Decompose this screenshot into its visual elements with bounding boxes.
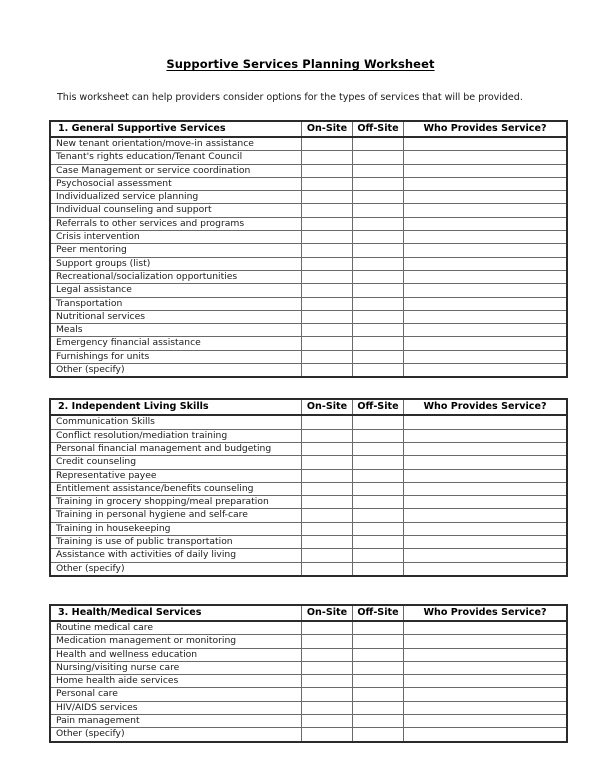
service-name-cell: Legal assistance bbox=[50, 284, 302, 297]
provider-checkbox-cell[interactable] bbox=[404, 297, 568, 310]
service-name-cell: Personal care bbox=[50, 688, 302, 701]
on-site-checkbox-cell[interactable] bbox=[302, 675, 353, 688]
provider-checkbox-cell[interactable] bbox=[404, 701, 568, 714]
on-site-checkbox-cell[interactable] bbox=[302, 191, 353, 204]
service-name-cell: Tenant's rights education/Tenant Council bbox=[50, 151, 302, 164]
provider-checkbox-cell[interactable] bbox=[404, 164, 568, 177]
on-site-checkbox-cell[interactable] bbox=[302, 324, 353, 337]
service-name-cell: Transportation bbox=[50, 297, 302, 310]
table-row bbox=[50, 244, 567, 257]
off-site-checkbox-cell[interactable] bbox=[353, 714, 404, 727]
on-site-checkbox-cell[interactable] bbox=[302, 204, 353, 217]
table-row bbox=[50, 482, 567, 495]
table-body-general bbox=[50, 137, 567, 377]
off-site-checkbox-cell[interactable] bbox=[353, 701, 404, 714]
on-site-checkbox-cell[interactable] bbox=[302, 661, 353, 674]
on-site-checkbox-cell[interactable] bbox=[302, 415, 353, 429]
services-table-independent-living bbox=[49, 398, 568, 577]
off-site-checkbox-cell[interactable] bbox=[353, 648, 404, 661]
off-site-checkbox-cell[interactable] bbox=[353, 244, 404, 257]
on-site-checkbox-cell[interactable] bbox=[302, 151, 353, 164]
provider-checkbox-cell[interactable] bbox=[404, 621, 568, 635]
off-site-checkbox-cell[interactable] bbox=[353, 204, 404, 217]
off-site-checkbox-cell[interactable] bbox=[353, 350, 404, 363]
off-site-checkbox-cell[interactable] bbox=[353, 137, 404, 151]
on-site-checkbox-cell[interactable] bbox=[302, 257, 353, 270]
off-site-checkbox-cell[interactable] bbox=[353, 217, 404, 230]
off-site-checkbox-cell[interactable] bbox=[353, 661, 404, 674]
service-name-cell: Training in housekeeping bbox=[50, 522, 302, 535]
on-site-checkbox-cell[interactable] bbox=[302, 231, 353, 244]
service-name-cell: Individual counseling and support bbox=[50, 204, 302, 217]
column-header-off-site: Off-Site bbox=[353, 399, 404, 415]
table-header-row bbox=[50, 121, 567, 137]
table-row bbox=[50, 549, 567, 562]
table-header-row bbox=[50, 605, 567, 621]
off-site-checkbox-cell[interactable] bbox=[353, 270, 404, 283]
on-site-checkbox-cell[interactable] bbox=[302, 522, 353, 535]
provider-checkbox-cell[interactable] bbox=[404, 522, 568, 535]
service-name-cell: Credit counseling bbox=[50, 456, 302, 469]
service-name-cell: Routine medical care bbox=[50, 621, 302, 635]
service-name-cell: Support groups (list) bbox=[50, 257, 302, 270]
on-site-checkbox-cell[interactable] bbox=[302, 701, 353, 714]
provider-checkbox-cell[interactable] bbox=[404, 675, 568, 688]
on-site-checkbox-cell[interactable] bbox=[302, 217, 353, 230]
table-row bbox=[50, 661, 567, 674]
table-row bbox=[50, 536, 567, 549]
column-header-on-site: On-Site bbox=[302, 605, 353, 621]
off-site-checkbox-cell[interactable] bbox=[353, 562, 404, 576]
table-row bbox=[50, 688, 567, 701]
provider-checkbox-cell[interactable] bbox=[404, 270, 568, 283]
on-site-checkbox-cell[interactable] bbox=[302, 469, 353, 482]
provider-checkbox-cell[interactable] bbox=[404, 456, 568, 469]
provider-checkbox-cell[interactable] bbox=[404, 509, 568, 522]
provider-checkbox-cell[interactable] bbox=[404, 661, 568, 674]
on-site-checkbox-cell[interactable] bbox=[302, 714, 353, 727]
off-site-checkbox-cell[interactable] bbox=[353, 549, 404, 562]
table-row bbox=[50, 284, 567, 297]
off-site-checkbox-cell[interactable] bbox=[353, 415, 404, 429]
table-row bbox=[50, 297, 567, 310]
on-site-checkbox-cell[interactable] bbox=[302, 509, 353, 522]
column-header-off-site: Off-Site bbox=[353, 121, 404, 137]
section-heading: 1. General Supportive Services bbox=[50, 121, 302, 137]
off-site-checkbox-cell[interactable] bbox=[353, 177, 404, 190]
on-site-checkbox-cell[interactable] bbox=[302, 688, 353, 701]
off-site-checkbox-cell[interactable] bbox=[353, 231, 404, 244]
table-row bbox=[50, 217, 567, 230]
provider-checkbox-cell[interactable] bbox=[404, 536, 568, 549]
table-row bbox=[50, 562, 567, 576]
on-site-checkbox-cell[interactable] bbox=[302, 177, 353, 190]
provider-checkbox-cell[interactable] bbox=[404, 549, 568, 562]
on-site-checkbox-cell[interactable] bbox=[302, 137, 353, 151]
service-name-cell: Pain management bbox=[50, 714, 302, 727]
off-site-checkbox-cell[interactable] bbox=[353, 284, 404, 297]
service-name-cell: Case Management or service coordination bbox=[50, 164, 302, 177]
provider-checkbox-cell[interactable] bbox=[404, 284, 568, 297]
on-site-checkbox-cell[interactable] bbox=[302, 350, 353, 363]
provider-checkbox-cell[interactable] bbox=[404, 337, 568, 350]
service-name-cell: Training in grocery shopping/meal preparation bbox=[50, 496, 302, 509]
table-row bbox=[50, 635, 567, 648]
service-name-cell: Entitlement assistance/benefits counseling bbox=[50, 482, 302, 495]
off-site-checkbox-cell[interactable] bbox=[353, 522, 404, 535]
table-row bbox=[50, 522, 567, 535]
service-name-cell: Assistance with activities of daily living bbox=[50, 549, 302, 562]
service-name-cell: Representative payee bbox=[50, 469, 302, 482]
table-row bbox=[50, 191, 567, 204]
off-site-checkbox-cell[interactable] bbox=[353, 635, 404, 648]
on-site-checkbox-cell[interactable] bbox=[302, 429, 353, 442]
service-name-cell: Conflict resolution/mediation training bbox=[50, 429, 302, 442]
service-name-cell: Home health aide services bbox=[50, 675, 302, 688]
on-site-checkbox-cell[interactable] bbox=[302, 536, 353, 549]
section-heading: 3. Health/Medical Services bbox=[50, 605, 302, 621]
off-site-checkbox-cell[interactable] bbox=[353, 621, 404, 635]
off-site-checkbox-cell[interactable] bbox=[353, 688, 404, 701]
service-name-cell: Peer mentoring bbox=[50, 244, 302, 257]
on-site-checkbox-cell[interactable] bbox=[302, 496, 353, 509]
provider-checkbox-cell[interactable] bbox=[404, 688, 568, 701]
table-row bbox=[50, 429, 567, 442]
service-name-cell: Psychosocial assessment bbox=[50, 177, 302, 190]
service-name-cell: Furnishings for units bbox=[50, 350, 302, 363]
provider-checkbox-cell[interactable] bbox=[404, 217, 568, 230]
table-row bbox=[50, 231, 567, 244]
provider-checkbox-cell[interactable] bbox=[404, 231, 568, 244]
provider-checkbox-cell[interactable] bbox=[404, 728, 568, 742]
off-site-checkbox-cell[interactable] bbox=[353, 496, 404, 509]
off-site-checkbox-cell[interactable] bbox=[353, 164, 404, 177]
service-name-cell: Other (specify) bbox=[50, 364, 302, 378]
table-row bbox=[50, 728, 567, 742]
service-name-cell: Individualized service planning bbox=[50, 191, 302, 204]
table-row bbox=[50, 469, 567, 482]
off-site-checkbox-cell[interactable] bbox=[353, 310, 404, 323]
table-row bbox=[50, 337, 567, 350]
on-site-checkbox-cell[interactable] bbox=[302, 728, 353, 742]
on-site-checkbox-cell[interactable] bbox=[302, 562, 353, 576]
provider-checkbox-cell[interactable] bbox=[404, 648, 568, 661]
table-row bbox=[50, 496, 567, 509]
on-site-checkbox-cell[interactable] bbox=[302, 270, 353, 283]
table-row bbox=[50, 442, 567, 455]
column-header-provider: Who Provides Service? bbox=[404, 605, 568, 621]
column-header-on-site: On-Site bbox=[302, 399, 353, 415]
service-name-cell: Crisis intervention bbox=[50, 231, 302, 244]
service-name-cell: New tenant orientation/move-in assistance bbox=[50, 137, 302, 151]
table-row bbox=[50, 270, 567, 283]
service-name-cell: Nursing/visiting nurse care bbox=[50, 661, 302, 674]
service-name-cell: Emergency financial assistance bbox=[50, 337, 302, 350]
provider-checkbox-cell[interactable] bbox=[404, 151, 568, 164]
table-row bbox=[50, 509, 567, 522]
on-site-checkbox-cell[interactable] bbox=[302, 284, 353, 297]
on-site-checkbox-cell[interactable] bbox=[302, 297, 353, 310]
provider-checkbox-cell[interactable] bbox=[404, 350, 568, 363]
provider-checkbox-cell[interactable] bbox=[404, 496, 568, 509]
service-name-cell: Other (specify) bbox=[50, 562, 302, 576]
section-heading: 2. Independent Living Skills bbox=[50, 399, 302, 415]
provider-checkbox-cell[interactable] bbox=[404, 310, 568, 323]
service-name-cell: Referrals to other services and programs bbox=[50, 217, 302, 230]
service-name-cell: Meals bbox=[50, 324, 302, 337]
provider-checkbox-cell[interactable] bbox=[404, 714, 568, 727]
column-header-provider: Who Provides Service? bbox=[404, 121, 568, 137]
table-row bbox=[50, 310, 567, 323]
provider-checkbox-cell[interactable] bbox=[404, 244, 568, 257]
on-site-checkbox-cell[interactable] bbox=[302, 337, 353, 350]
service-name-cell: Nutritional services bbox=[50, 310, 302, 323]
service-name-cell: Training in personal hygiene and self-care bbox=[50, 509, 302, 522]
off-site-checkbox-cell[interactable] bbox=[353, 337, 404, 350]
service-name-cell: Medication management or monitoring bbox=[50, 635, 302, 648]
service-name-cell: Communication Skills bbox=[50, 415, 302, 429]
provider-checkbox-cell[interactable] bbox=[404, 562, 568, 576]
provider-checkbox-cell[interactable] bbox=[404, 324, 568, 337]
off-site-checkbox-cell[interactable] bbox=[353, 482, 404, 495]
on-site-checkbox-cell[interactable] bbox=[302, 364, 353, 378]
table-row bbox=[50, 204, 567, 217]
service-name-cell: Personal financial management and budgeting bbox=[50, 442, 302, 455]
on-site-checkbox-cell[interactable] bbox=[302, 621, 353, 635]
table-row bbox=[50, 324, 567, 337]
service-name-cell: Recreational/socialization opportunities bbox=[50, 270, 302, 283]
off-site-checkbox-cell[interactable] bbox=[353, 675, 404, 688]
on-site-checkbox-cell[interactable] bbox=[302, 635, 353, 648]
provider-checkbox-cell[interactable] bbox=[404, 204, 568, 217]
table-row bbox=[50, 364, 567, 378]
off-site-checkbox-cell[interactable] bbox=[353, 364, 404, 378]
provider-checkbox-cell[interactable] bbox=[404, 137, 568, 151]
table-row bbox=[50, 621, 567, 635]
provider-checkbox-cell[interactable] bbox=[404, 415, 568, 429]
off-site-checkbox-cell[interactable] bbox=[353, 728, 404, 742]
service-name-cell: Training is use of public transportation bbox=[50, 536, 302, 549]
off-site-checkbox-cell[interactable] bbox=[353, 456, 404, 469]
provider-checkbox-cell[interactable] bbox=[404, 442, 568, 455]
off-site-checkbox-cell[interactable] bbox=[353, 509, 404, 522]
off-site-checkbox-cell[interactable] bbox=[353, 191, 404, 204]
table-body-independent-living bbox=[50, 415, 567, 576]
table-row bbox=[50, 675, 567, 688]
table-row bbox=[50, 137, 567, 151]
off-site-checkbox-cell[interactable] bbox=[353, 151, 404, 164]
page-title: Supportive Services Planning Worksheet bbox=[166, 57, 435, 71]
off-site-checkbox-cell[interactable] bbox=[353, 297, 404, 310]
table-body-health-medical bbox=[50, 621, 567, 742]
table-row bbox=[50, 648, 567, 661]
provider-checkbox-cell[interactable] bbox=[404, 635, 568, 648]
table-row bbox=[50, 151, 567, 164]
table-row bbox=[50, 415, 567, 429]
service-name-cell: HIV/AIDS services bbox=[50, 701, 302, 714]
on-site-checkbox-cell[interactable] bbox=[302, 164, 353, 177]
off-site-checkbox-cell[interactable] bbox=[353, 429, 404, 442]
on-site-checkbox-cell[interactable] bbox=[302, 442, 353, 455]
table-row bbox=[50, 714, 567, 727]
on-site-checkbox-cell[interactable] bbox=[302, 244, 353, 257]
off-site-checkbox-cell[interactable] bbox=[353, 257, 404, 270]
off-site-checkbox-cell[interactable] bbox=[353, 324, 404, 337]
off-site-checkbox-cell[interactable] bbox=[353, 536, 404, 549]
on-site-checkbox-cell[interactable] bbox=[302, 310, 353, 323]
provider-checkbox-cell[interactable] bbox=[404, 257, 568, 270]
service-name-cell: Other (specify) bbox=[50, 728, 302, 742]
column-header-off-site: Off-Site bbox=[353, 605, 404, 621]
table-row bbox=[50, 701, 567, 714]
on-site-checkbox-cell[interactable] bbox=[302, 482, 353, 495]
provider-checkbox-cell[interactable] bbox=[404, 429, 568, 442]
service-name-cell: Health and wellness education bbox=[50, 648, 302, 661]
column-header-provider: Who Provides Service? bbox=[404, 399, 568, 415]
off-site-checkbox-cell[interactable] bbox=[353, 469, 404, 482]
intro-paragraph: This worksheet can help providers consider options for the types of services that will be provided. bbox=[57, 92, 523, 103]
table-row bbox=[50, 177, 567, 190]
table-row bbox=[50, 350, 567, 363]
on-site-checkbox-cell[interactable] bbox=[302, 648, 353, 661]
services-table-health-medical bbox=[49, 604, 568, 743]
provider-checkbox-cell[interactable] bbox=[404, 191, 568, 204]
services-table-general bbox=[49, 120, 568, 378]
provider-checkbox-cell[interactable] bbox=[404, 469, 568, 482]
column-header-on-site: On-Site bbox=[302, 121, 353, 137]
table-row bbox=[50, 164, 567, 177]
on-site-checkbox-cell[interactable] bbox=[302, 549, 353, 562]
on-site-checkbox-cell[interactable] bbox=[302, 456, 353, 469]
off-site-checkbox-cell[interactable] bbox=[353, 442, 404, 455]
table-header-row bbox=[50, 399, 567, 415]
provider-checkbox-cell[interactable] bbox=[404, 482, 568, 495]
provider-checkbox-cell[interactable] bbox=[404, 364, 568, 378]
table-row bbox=[50, 456, 567, 469]
provider-checkbox-cell[interactable] bbox=[404, 177, 568, 190]
table-row bbox=[50, 257, 567, 270]
